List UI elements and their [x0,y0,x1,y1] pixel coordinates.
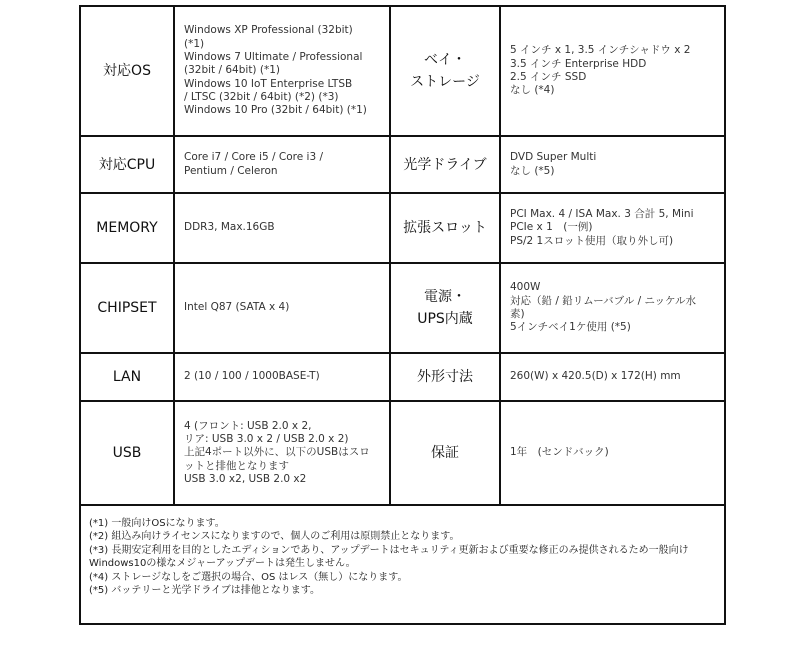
spec-row [80,353,725,401]
footnotes [80,505,725,624]
spec-label [390,193,500,263]
spec-text-line: PCIe x 1 (一例) [510,221,593,234]
spec-text-line: 3.5 インチ Enterprise HDD [510,57,647,70]
spec-text-line: PS/2 1スロット使用（取り外し可) [510,234,674,247]
spec-text-line: / LTSC (32bit / 64bit) (*2) (*3) [184,90,339,103]
spec-row [80,136,725,193]
spec-text-line: 2.5 インチ SSD [510,71,587,83]
spec-row [80,401,725,505]
spec-text-line: 5 インチ x 1, 3.5 インチシャドウ x 2 [510,44,691,57]
spec-text-line: 電源・ [424,289,466,305]
spec-label: CHIPSET [80,263,174,353]
footnote: (*1) 一般向けOSになります。 [89,518,225,529]
spec-text-line: 1年 (センドバック) [510,446,609,459]
spec-label [390,6,500,136]
spec-value [174,263,390,353]
spec-value [500,353,725,401]
spec-text-line: ストレージ [410,74,480,90]
spec-value [174,136,390,193]
spec-text-line: DVD Super Multi [510,151,597,164]
spec-label: MEMORY [80,193,174,263]
spec-text-line: 4 (フロント: USB 2.0 x 2, [184,419,312,432]
spec-value [174,193,390,263]
spec-value [174,353,390,401]
spec-table [79,5,726,625]
spec-row [80,193,725,263]
spec-text-line: Pentium / Celeron [184,164,278,177]
spec-text-line: ベイ・ [424,52,466,68]
spec-text-line: なし (*5) [510,164,555,177]
spec-label: 対応CPU [80,136,174,193]
spec-text-line: 2 (10 / 100 / 1000BASE-T) [184,370,320,383]
spec-label: USB [80,401,174,505]
spec-value [174,401,390,505]
spec-text-line: 光学ドライブ [403,156,487,173]
spec-text-line: Intel Q87 (SATA x 4) [184,301,290,314]
spec-text-line: 素) [510,308,525,320]
spec-row [80,263,725,353]
spec-text-line: リア: USB 3.0 x 2 / USB 2.0 x 2) [184,433,349,446]
spec-value [500,6,725,136]
spec-text-line: PCI Max. 4 / ISA Max. 3 合計 5, Mini [510,208,694,221]
spec-text-line: 260(W) x 420.5(D) x 172(H) mm [510,370,681,383]
spec-text-line: UPS内蔵 [417,311,473,327]
spec-label [390,263,500,353]
spec-text-line: 対応（鉛 / 鉛リムーバブル / ニッケル水 [510,294,697,307]
spec-text-line: Windows XP Professional (32bit) [184,24,353,37]
spec-text-line: (*1) [184,37,205,50]
footnote: (*3) 長期安定利用を目的としたエディションであり、アップデートはセキュリティ更新および重要な修正のみ提供されるため一般向けWindows10の様なメジャーアップデートは発生しません。 [89,544,689,570]
spec-label: 対応OS [80,6,174,136]
spec-text-line: USB 3.0 x2, USB 2.0 x2 [184,472,307,485]
spec-value [500,263,725,353]
spec-text-line: ットと排他となります [184,459,289,472]
spec-text-line: (32bit / 64bit) (*1) [184,64,280,77]
spec-text-line: なし (*4) [510,84,555,97]
spec-text-line: 5インチベイ1ケ使用 (*5) [510,321,631,334]
footnote: (*5) バッテリーと光学ドライブは排他となります。 [89,585,320,597]
footnote: (*4) ストレージなしをご選択の場合、OS はレス（無し）になります。 [89,571,408,583]
spec-label [390,401,500,505]
spec-text-line: 上記4ポート以外に、以下のUSBはスロ [184,446,370,459]
spec-text-line: 拡張スロット [403,220,487,236]
spec-row [80,6,725,136]
spec-value [500,401,725,505]
spec-value [500,193,725,263]
spec-text-line: Core i7 / Core i5 / Core i3 / [184,151,324,164]
spec-text-line: 外形寸法 [417,369,473,385]
footnote: (*2) 組込み向けライセンスになりますので、個人のご利用は原則禁止となります。 [89,531,460,543]
spec-text-line: Windows 10 Pro (32bit / 64bit) (*1) [184,104,367,117]
spec-label [390,353,500,401]
spec-text-line: DDR3, Max.16GB [184,221,275,234]
spec-value [174,6,390,136]
notes-row [80,505,725,624]
spec-table-body [80,6,725,624]
spec-text-line: 400W [510,281,541,294]
spec-text-line: Windows 7 Ultimate / Professional [184,51,363,64]
spec-label: LAN [80,353,174,401]
spec-label [390,136,500,193]
spec-text-line: 保証 [431,445,459,461]
spec-value [500,136,725,193]
spec-text-line: Windows 10 IoT Enterprise LTSB [184,77,353,90]
